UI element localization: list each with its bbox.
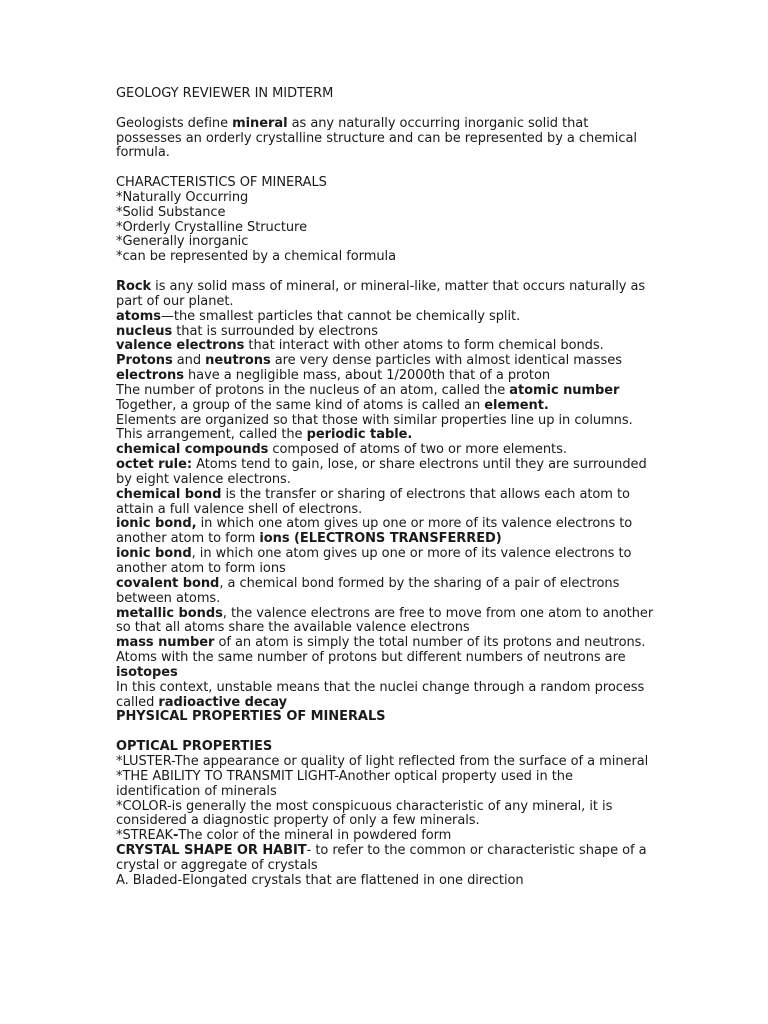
- text-run: —the smallest particles that cannot be chemically split.: [160, 308, 521, 324]
- text-run: , in which one atom gives up one or more of its valence electrons to another atom to form ions: [116, 546, 632, 576]
- document-paragraph: [116, 755, 656, 770]
- document-paragraph: [116, 250, 656, 265]
- text-run: The color of the mineral in powdered form: [178, 828, 452, 844]
- text-run: *Naturally Occurring: [116, 189, 249, 205]
- bold-term: nucleus: [116, 323, 173, 339]
- document-paragraph: [116, 800, 656, 830]
- bold-term: ionic bond: [116, 546, 192, 562]
- text-run: , a chemical bond formed by the sharing of a pair of electrons between atoms.: [116, 575, 620, 606]
- blank-line: [116, 161, 656, 176]
- text-run: *Generally inorganic: [116, 234, 249, 250]
- document-paragraph: [116, 740, 656, 755]
- text-run: CHARACTERISTICS OF MINERALS: [116, 175, 327, 191]
- document-paragraph: [116, 384, 656, 399]
- text-run: have a negligible mass, about 1/2000th that of a proton: [183, 368, 551, 384]
- document-paragraph: [116, 517, 656, 547]
- bold-term: ionic bond,: [116, 516, 197, 532]
- bold-term: ions (ELECTRONS TRANSFERRED): [259, 531, 502, 547]
- document-paragraph: [116, 369, 656, 384]
- document-paragraph: [116, 191, 656, 206]
- bold-term: chemical compounds: [116, 442, 269, 458]
- text-run: *can be represented by a chemical formula: [116, 249, 396, 265]
- bold-term: radioactive decay: [158, 694, 288, 710]
- blank-line: [116, 725, 656, 740]
- text-run: is any solid mass of mineral, or mineral-like, matter that occurs naturally as part of our planet.: [116, 278, 646, 309]
- document-paragraph: [116, 310, 656, 325]
- text-run: The number of protons in the nucleus of an atom, called the: [116, 382, 510, 398]
- text-run: as any naturally occurring inorganic solid that possesses an orderly crystalline structure and can be represented by a chemical formula.: [116, 115, 637, 161]
- document-paragraph: [116, 235, 656, 250]
- bold-term: -: [173, 828, 179, 844]
- bold-term: isotopes: [116, 664, 178, 680]
- text-run: In this context, unstable means that the nuclei change through a random process called: [116, 679, 645, 710]
- document-paragraph: [116, 577, 656, 607]
- document-paragraph: [116, 829, 656, 844]
- document-paragraph: [116, 339, 656, 354]
- text-run: *Orderly Crystalline Structure: [116, 219, 308, 235]
- bold-term: atoms: [116, 308, 161, 324]
- text-run: *COLOR-is generally the most conspicuous characteristic of any mineral, it is considered a diagnostic property of only a few minerals.: [116, 798, 613, 829]
- text-run: composed of atoms of two or more elements.: [268, 442, 567, 458]
- bold-term: octet rule:: [116, 457, 192, 473]
- bold-term: OPTICAL PROPERTIES: [116, 739, 273, 755]
- blank-line: [116, 265, 656, 280]
- document-paragraph: [116, 399, 656, 414]
- text-run: *Solid Substance: [116, 204, 226, 220]
- text-run: Atoms tend to gain, lose, or share electrons until they are surrounded by eight valence electrons.: [116, 457, 647, 487]
- text-run: that interact with other atoms to form chemical bonds.: [244, 338, 604, 354]
- bold-term: electrons: [116, 368, 184, 384]
- bold-term: PHYSICAL PROPERTIES OF MINERALS: [116, 709, 386, 725]
- text-run: Atoms with the same number of protons but different numbers of neutrons are: [116, 650, 626, 666]
- document-paragraph: [116, 87, 656, 102]
- document-paragraph: [116, 443, 656, 458]
- bold-term: chemical bond: [116, 486, 222, 502]
- document-paragraph: [116, 651, 656, 681]
- document-paragraph: [116, 414, 656, 444]
- text-run: GEOLOGY REVIEWER IN MIDTERM: [116, 86, 334, 101]
- document-paragraph: [116, 354, 656, 369]
- text-run: , the valence electrons are free to move from one atom to another so that all atoms share the available valence electrons: [116, 605, 654, 636]
- bold-term: atomic number: [509, 382, 620, 398]
- text-run: Elements are organized so that those with similar properties line up in columns. This arrangement, called the: [116, 412, 633, 443]
- bold-term: periodic table.: [306, 427, 413, 443]
- text-run: Together, a group of the same kind of atoms is called an: [116, 397, 485, 413]
- document-paragraph: [116, 280, 656, 310]
- document-paragraph: [116, 325, 656, 340]
- text-run: A. Bladed-Elongated crystals that are flattened in one direction: [116, 872, 524, 888]
- document-paragraph: [116, 547, 656, 577]
- document-paragraph: [116, 607, 656, 637]
- text-run: *STREAK: [116, 828, 174, 844]
- document-paragraph: [116, 636, 656, 651]
- bold-term: CRYSTAL SHAPE OR HABIT: [116, 843, 307, 859]
- document-paragraph: [116, 770, 656, 800]
- document-paragraph: [116, 117, 656, 162]
- document-paragraph: [116, 710, 656, 725]
- text-run: - to refer to the common or characteristic shape of a crystal or aggregate of crystals: [116, 843, 647, 873]
- bold-term: mass number: [116, 635, 215, 651]
- document-paragraph: [116, 458, 656, 488]
- blank-line: [116, 102, 656, 117]
- bold-term: metallic bonds: [116, 605, 223, 621]
- text-run: *THE ABILITY TO TRANSMIT LIGHT-Another optical property used in the identification of minerals: [116, 768, 573, 799]
- bold-term: covalent bond: [116, 575, 220, 591]
- document-paragraph: [116, 844, 656, 874]
- document-paragraph: [116, 206, 656, 221]
- bold-term: Rock: [116, 278, 152, 294]
- bold-term: valence electrons: [116, 338, 245, 354]
- bold-term: element.: [484, 397, 549, 413]
- text-run: Geologists define: [116, 115, 233, 131]
- document-body: [116, 87, 656, 889]
- text-run: is the transfer or sharing of electrons that allows each atom to attain a full valence shell of electrons.: [116, 486, 630, 517]
- bold-term: Protons: [116, 353, 173, 369]
- text-run: are very dense particles with almost identical masses: [270, 353, 622, 369]
- document-paragraph: [116, 176, 656, 191]
- bold-term: mineral: [232, 115, 288, 131]
- document-paragraph: [116, 221, 656, 236]
- text-run: *LUSTER-The appearance or quality of light reflected from the surface of a mineral: [116, 753, 649, 769]
- document-paragraph: [116, 488, 656, 518]
- text-run: and: [172, 353, 206, 369]
- document-paragraph: [116, 874, 656, 889]
- bold-term: neutrons: [205, 353, 271, 369]
- document-paragraph: [116, 681, 656, 711]
- text-run: of an atom is simply the total number of its protons and neutrons.: [214, 635, 646, 651]
- text-run: that is surrounded by electrons: [172, 323, 378, 339]
- text-run: in which one atom gives up one or more of its valence electrons to another atom to form: [116, 516, 633, 547]
